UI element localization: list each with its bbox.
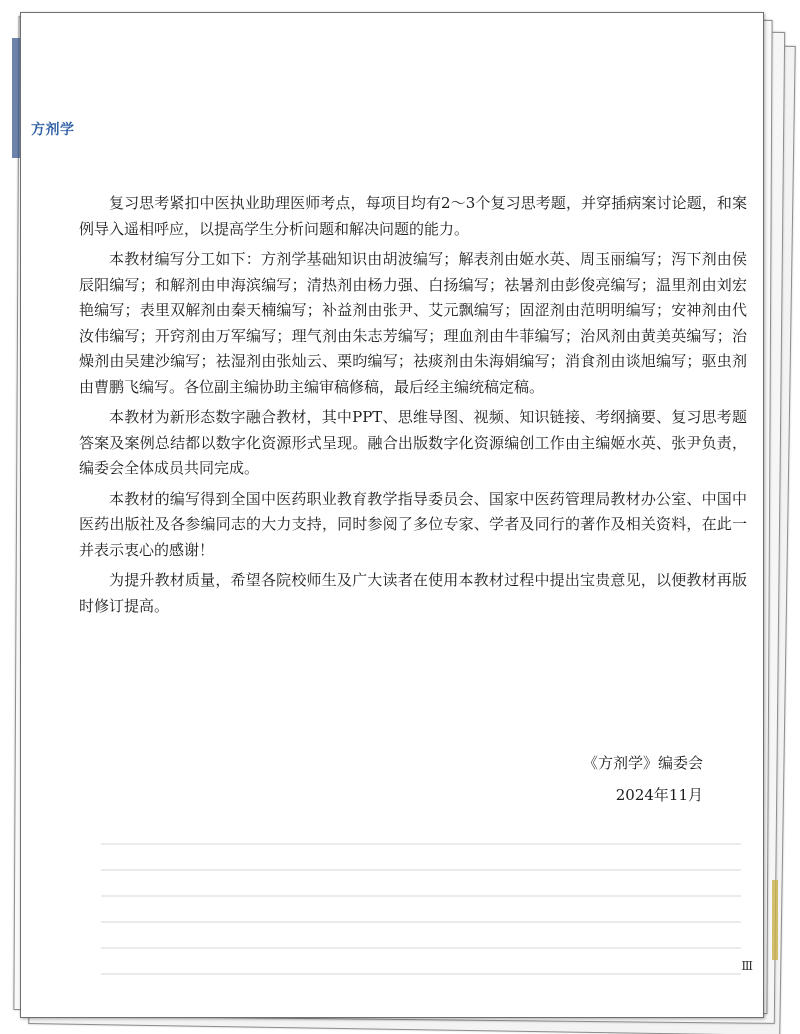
cover-edge <box>12 38 20 158</box>
signature-date: 2024年11月 <box>615 786 703 804</box>
cover-edge <box>772 880 778 960</box>
paragraph-review: 复习思考紧扣中医执业助理医师考点，每项目均有2～3个复习思考题，并穿插病案讨论题，和案例导入遥相呼应，以提高学生分析问题和解决问题的能力。 <box>79 194 747 238</box>
page-number: Ⅲ <box>741 959 753 973</box>
paragraph-digital: 本教材为新形态数字融合教材，其中PPT、思维导图、视频、知识链接、考纲摘要、复习思考题答案及案例总结都以数字化资源形式呈现。融合出版数字化资源编创工作由主编姬水英、张尹负责，编委会全体成员共同完成。 <box>79 408 747 477</box>
preface-body <box>79 191 747 624</box>
paragraph-authors: 本教材编写分工如下：方剂学基础知识由胡波编写；解表剂由姬水英、周玉丽编写；泻下剂由侯辰阳编写；和解剂由申海滨编写；清热剂由杨力强、白扬编写；祛暑剂由彭俊亮编写；温里剂由刘宏艳编写；表里双解剂由秦天楠编写；补益剂由张尹、艾元飘编写；固涩剂由范明明编写；安神剂由代汝伟编写；开窍剂由万军编写；理气剂由朱志芳编写；理血剂由牛菲编写；治风剂由黄美英编写；治燥剂由吴建沙编写；祛湿剂由张灿云、栗昀编写；祛痰剂由朱海娟编写；消食剂由谈旭编写；驱虫剂由曹鹏飞编写。各位副主编协助主编审稿修稿，最后经主编统稿定稿。 <box>79 250 747 396</box>
document-page <box>20 12 764 1018</box>
paragraph-feedback: 为提升教材质量，希望各院校师生及广大读者在使用本教材过程中提出宝贵意见，以便教材再版时修订提高。 <box>79 571 747 615</box>
signature-committee: 《方剂学》编委会 <box>582 754 703 772</box>
running-head: 方剂学 <box>31 122 75 138</box>
show-through-text <box>101 843 741 983</box>
paragraph-thanks: 本教材的编写得到全国中医药职业教育教学指导委员会、国家中医药管理局教材办公室、中国中医药出版社及各参编同志的大力支持，同时参阅了多位专家、学者及同行的著作及相关资料，在此一并表示衷心的感谢！ <box>79 489 747 559</box>
signature-block <box>583 747 703 811</box>
